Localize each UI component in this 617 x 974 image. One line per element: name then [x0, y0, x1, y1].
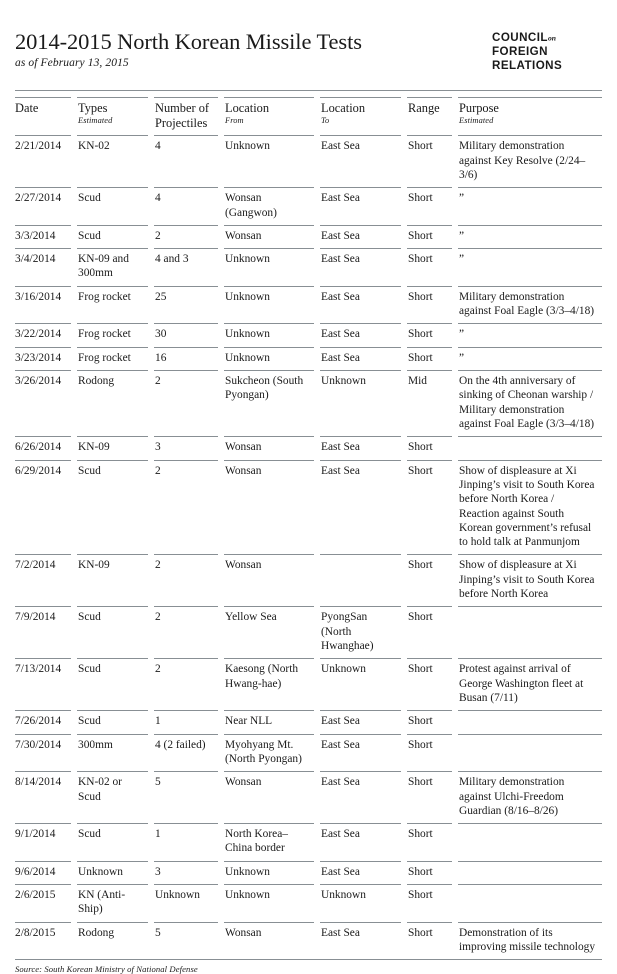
- table-row: [15, 460, 602, 555]
- cell-purpose: [455, 824, 602, 862]
- cell-range: Mid: [404, 371, 455, 437]
- cell-location-from: Unknown: [221, 324, 317, 347]
- table-row: [15, 188, 602, 226]
- cell-location-from: Unknown: [221, 347, 317, 370]
- table-header: [15, 98, 602, 136]
- document-footer: [15, 959, 602, 974]
- cell-types: Unknown: [74, 861, 151, 884]
- cell-types: Rodong: [74, 371, 151, 437]
- cell-types: Scud: [74, 188, 151, 226]
- table-row: [15, 286, 602, 324]
- cell-location-to: East Sea: [317, 188, 404, 226]
- cell-number: 2: [151, 460, 221, 555]
- table-body: [15, 136, 602, 960]
- cell-location-from: Wonsan: [221, 555, 317, 607]
- cell-purpose: Protest against arrival of George Washington fleet at Busan (7/11): [455, 659, 602, 711]
- cell-range: Short: [404, 861, 455, 884]
- cell-purpose: Military demonstration against Foal Eagle (3/3–4/18): [455, 286, 602, 324]
- cell-types: KN (Anti-Ship): [74, 885, 151, 923]
- cell-range: Short: [404, 659, 455, 711]
- table-row: [15, 659, 602, 711]
- logo-council-text: COUNCIL: [492, 31, 548, 44]
- page-title: 2014-2015 North Korean Missile Tests: [15, 29, 362, 54]
- cell-types: Scud: [74, 460, 151, 555]
- cell-range: Short: [404, 188, 455, 226]
- column-header-purpose: Purpose Estimated: [455, 98, 602, 136]
- cell-purpose: Show of displeasure at Xi Jinping’s visit to South Korea before North Korea / Reaction against South Korean government’s refusal to hold talk at Panmunjom: [455, 460, 602, 555]
- table-row: [15, 885, 602, 923]
- cell-date: 7/13/2014: [15, 659, 74, 711]
- cell-range: Short: [404, 711, 455, 734]
- cell-types: KN-02 or Scud: [74, 772, 151, 824]
- cell-location-from: Wonsan (Gangwon): [221, 188, 317, 226]
- table-row: [15, 249, 602, 287]
- cell-date: 2/8/2015: [15, 922, 74, 959]
- table-row: [15, 711, 602, 734]
- cell-location-from: Wonsan: [221, 772, 317, 824]
- cell-number: 2: [151, 659, 221, 711]
- cell-number: 2: [151, 371, 221, 437]
- cell-number: 2: [151, 555, 221, 607]
- cell-purpose: ”: [455, 347, 602, 370]
- document-header: [15, 28, 602, 82]
- cell-types: Scud: [74, 225, 151, 248]
- cell-date: 7/2/2014: [15, 555, 74, 607]
- cell-date: 7/26/2014: [15, 711, 74, 734]
- cell-types: 300mm: [74, 734, 151, 772]
- cell-location-to: [317, 555, 404, 607]
- cell-range: Short: [404, 922, 455, 959]
- cell-purpose: [455, 437, 602, 460]
- table-row: [15, 555, 602, 607]
- cell-location-from: Myohyang Mt. (North Pyongan): [221, 734, 317, 772]
- cell-range: Short: [404, 437, 455, 460]
- cell-purpose: [455, 711, 602, 734]
- cell-date: 3/23/2014: [15, 347, 74, 370]
- cell-location-from: Unknown: [221, 136, 317, 188]
- cell-number: 3: [151, 437, 221, 460]
- cell-purpose: On the 4th anniversary of sinking of Cheonan warship / Military demonstration against Foal Eagle (3/3–4/18): [455, 371, 602, 437]
- logo-line-3: RELATIONS: [492, 59, 563, 73]
- column-header-number-of-projectiles: Number of Projectiles: [151, 98, 221, 136]
- cell-purpose: ”: [455, 225, 602, 248]
- cell-date: 2/6/2015: [15, 885, 74, 923]
- cell-types: Scud: [74, 711, 151, 734]
- cell-location-to: East Sea: [317, 772, 404, 824]
- cell-number: 5: [151, 772, 221, 824]
- cell-location-from: Wonsan: [221, 225, 317, 248]
- cell-purpose: Show of displeasure at Xi Jinping’s visit to South Korea before North Korea: [455, 555, 602, 607]
- cell-location-to: East Sea: [317, 225, 404, 248]
- cell-location-to: East Sea: [317, 347, 404, 370]
- logo-line-2: FOREIGN: [492, 45, 548, 59]
- cell-location-from: Unknown: [221, 249, 317, 287]
- cell-purpose: [455, 607, 602, 659]
- cell-number: 5: [151, 922, 221, 959]
- table-row: [15, 136, 602, 188]
- cell-types: Scud: [74, 607, 151, 659]
- table-row: [15, 225, 602, 248]
- cell-range: Short: [404, 286, 455, 324]
- cell-number: 2: [151, 607, 221, 659]
- cell-purpose: ”: [455, 324, 602, 347]
- cell-range: Short: [404, 324, 455, 347]
- cell-types: Rodong: [74, 922, 151, 959]
- cell-location-to: East Sea: [317, 711, 404, 734]
- cell-date: 6/26/2014: [15, 437, 74, 460]
- cell-range: Short: [404, 136, 455, 188]
- cell-range: Short: [404, 734, 455, 772]
- cell-location-to: East Sea: [317, 861, 404, 884]
- source-note: Source: South Korean Ministry of National Defense: [15, 964, 198, 974]
- column-header-types: Types Estimated: [74, 98, 151, 136]
- cell-types: Frog rocket: [74, 347, 151, 370]
- cell-types: Frog rocket: [74, 286, 151, 324]
- cell-date: 3/16/2014: [15, 286, 74, 324]
- cell-location-to: East Sea: [317, 324, 404, 347]
- cell-date: 3/4/2014: [15, 249, 74, 287]
- cell-purpose: ”: [455, 188, 602, 226]
- table-row: [15, 734, 602, 772]
- page-subtitle: as of February 13, 2015: [15, 56, 129, 69]
- cell-location-from: Unknown: [221, 286, 317, 324]
- table-row: [15, 371, 602, 437]
- cell-number: 4 (2 failed): [151, 734, 221, 772]
- cell-number: 30: [151, 324, 221, 347]
- table-row: [15, 861, 602, 884]
- cell-date: 3/26/2014: [15, 371, 74, 437]
- cell-number: 4 and 3: [151, 249, 221, 287]
- cell-location-from: Kaesong (North Hwang-hae): [221, 659, 317, 711]
- cell-types: KN-09 and 300mm: [74, 249, 151, 287]
- cell-number: 3: [151, 861, 221, 884]
- cell-types: Scud: [74, 824, 151, 862]
- cell-purpose: Military demonstration against Ulchi-Freedom Guardian (8/16–8/26): [455, 772, 602, 824]
- cell-purpose: [455, 861, 602, 884]
- cell-location-from: Wonsan: [221, 922, 317, 959]
- cell-location-to: PyongSan (North Hwanghae): [317, 607, 404, 659]
- cell-number: Unknown: [151, 885, 221, 923]
- cell-range: Short: [404, 555, 455, 607]
- cell-location-to: Unknown: [317, 885, 404, 923]
- cell-range: Short: [404, 885, 455, 923]
- cell-location-to: East Sea: [317, 136, 404, 188]
- cell-date: 7/9/2014: [15, 607, 74, 659]
- column-header-date: Date: [15, 98, 74, 136]
- table-row: [15, 772, 602, 824]
- cell-number: 4: [151, 136, 221, 188]
- cell-location-from: Unknown: [221, 861, 317, 884]
- cell-date: 2/21/2014: [15, 136, 74, 188]
- logo-line-1: [492, 31, 602, 45]
- cell-types: Scud: [74, 659, 151, 711]
- table-row: [15, 824, 602, 862]
- cell-types: KN-09: [74, 555, 151, 607]
- cell-location-from: Wonsan: [221, 437, 317, 460]
- cell-date: 2/27/2014: [15, 188, 74, 226]
- table-row: [15, 347, 602, 370]
- cell-location-from: Sukcheon (South Pyongan): [221, 371, 317, 437]
- cell-location-from: Wonsan: [221, 460, 317, 555]
- cell-location-from: North Korea–China border: [221, 824, 317, 862]
- table-header-row: [15, 98, 602, 136]
- cell-location-to: East Sea: [317, 286, 404, 324]
- cell-purpose: Military demonstration against Key Resolve (2/24–3/6): [455, 136, 602, 188]
- cell-range: Short: [404, 460, 455, 555]
- cell-location-from: Yellow Sea: [221, 607, 317, 659]
- cell-location-to: East Sea: [317, 460, 404, 555]
- table-row: [15, 607, 602, 659]
- cell-location-from: Unknown: [221, 885, 317, 923]
- cell-number: 16: [151, 347, 221, 370]
- column-header-range: Range: [404, 98, 455, 136]
- cell-location-to: East Sea: [317, 437, 404, 460]
- missile-tests-table-wrap: [15, 90, 602, 959]
- column-header-location-to: Location To: [317, 98, 404, 136]
- cell-number: 2: [151, 225, 221, 248]
- cell-location-to: East Sea: [317, 734, 404, 772]
- cell-range: Short: [404, 772, 455, 824]
- column-header-location-from: Location From: [221, 98, 317, 136]
- cell-types: KN-02: [74, 136, 151, 188]
- cell-purpose: Demonstration of its improving missile technology: [455, 922, 602, 959]
- cell-location-to: East Sea: [317, 249, 404, 287]
- cell-date: 6/29/2014: [15, 460, 74, 555]
- cell-date: 3/3/2014: [15, 225, 74, 248]
- cell-date: 8/14/2014: [15, 772, 74, 824]
- cell-date: 3/22/2014: [15, 324, 74, 347]
- cell-number: 1: [151, 711, 221, 734]
- cell-number: 25: [151, 286, 221, 324]
- cell-number: 4: [151, 188, 221, 226]
- cell-location-to: Unknown: [317, 659, 404, 711]
- cell-location-from: Near NLL: [221, 711, 317, 734]
- cell-location-to: East Sea: [317, 824, 404, 862]
- logo-on-text: on: [547, 33, 556, 43]
- cell-types: Frog rocket: [74, 324, 151, 347]
- cell-purpose: [455, 734, 602, 772]
- cell-location-to: Unknown: [317, 371, 404, 437]
- cell-date: 9/1/2014: [15, 824, 74, 862]
- cell-range: Short: [404, 347, 455, 370]
- cell-range: Short: [404, 225, 455, 248]
- cell-range: Short: [404, 607, 455, 659]
- table-row: [15, 922, 602, 959]
- cell-range: Short: [404, 824, 455, 862]
- title-block: [15, 28, 362, 69]
- table-row: [15, 324, 602, 347]
- cell-purpose: ”: [455, 249, 602, 287]
- cell-purpose: [455, 885, 602, 923]
- table-row: [15, 437, 602, 460]
- cell-number: 1: [151, 824, 221, 862]
- missile-tests-table: [15, 97, 602, 959]
- cell-date: 7/30/2014: [15, 734, 74, 772]
- cell-location-to: East Sea: [317, 922, 404, 959]
- cell-types: KN-09: [74, 437, 151, 460]
- cell-range: Short: [404, 249, 455, 287]
- table-top-rule: [15, 90, 602, 91]
- cell-date: 9/6/2014: [15, 861, 74, 884]
- cfr-logo: [492, 28, 602, 73]
